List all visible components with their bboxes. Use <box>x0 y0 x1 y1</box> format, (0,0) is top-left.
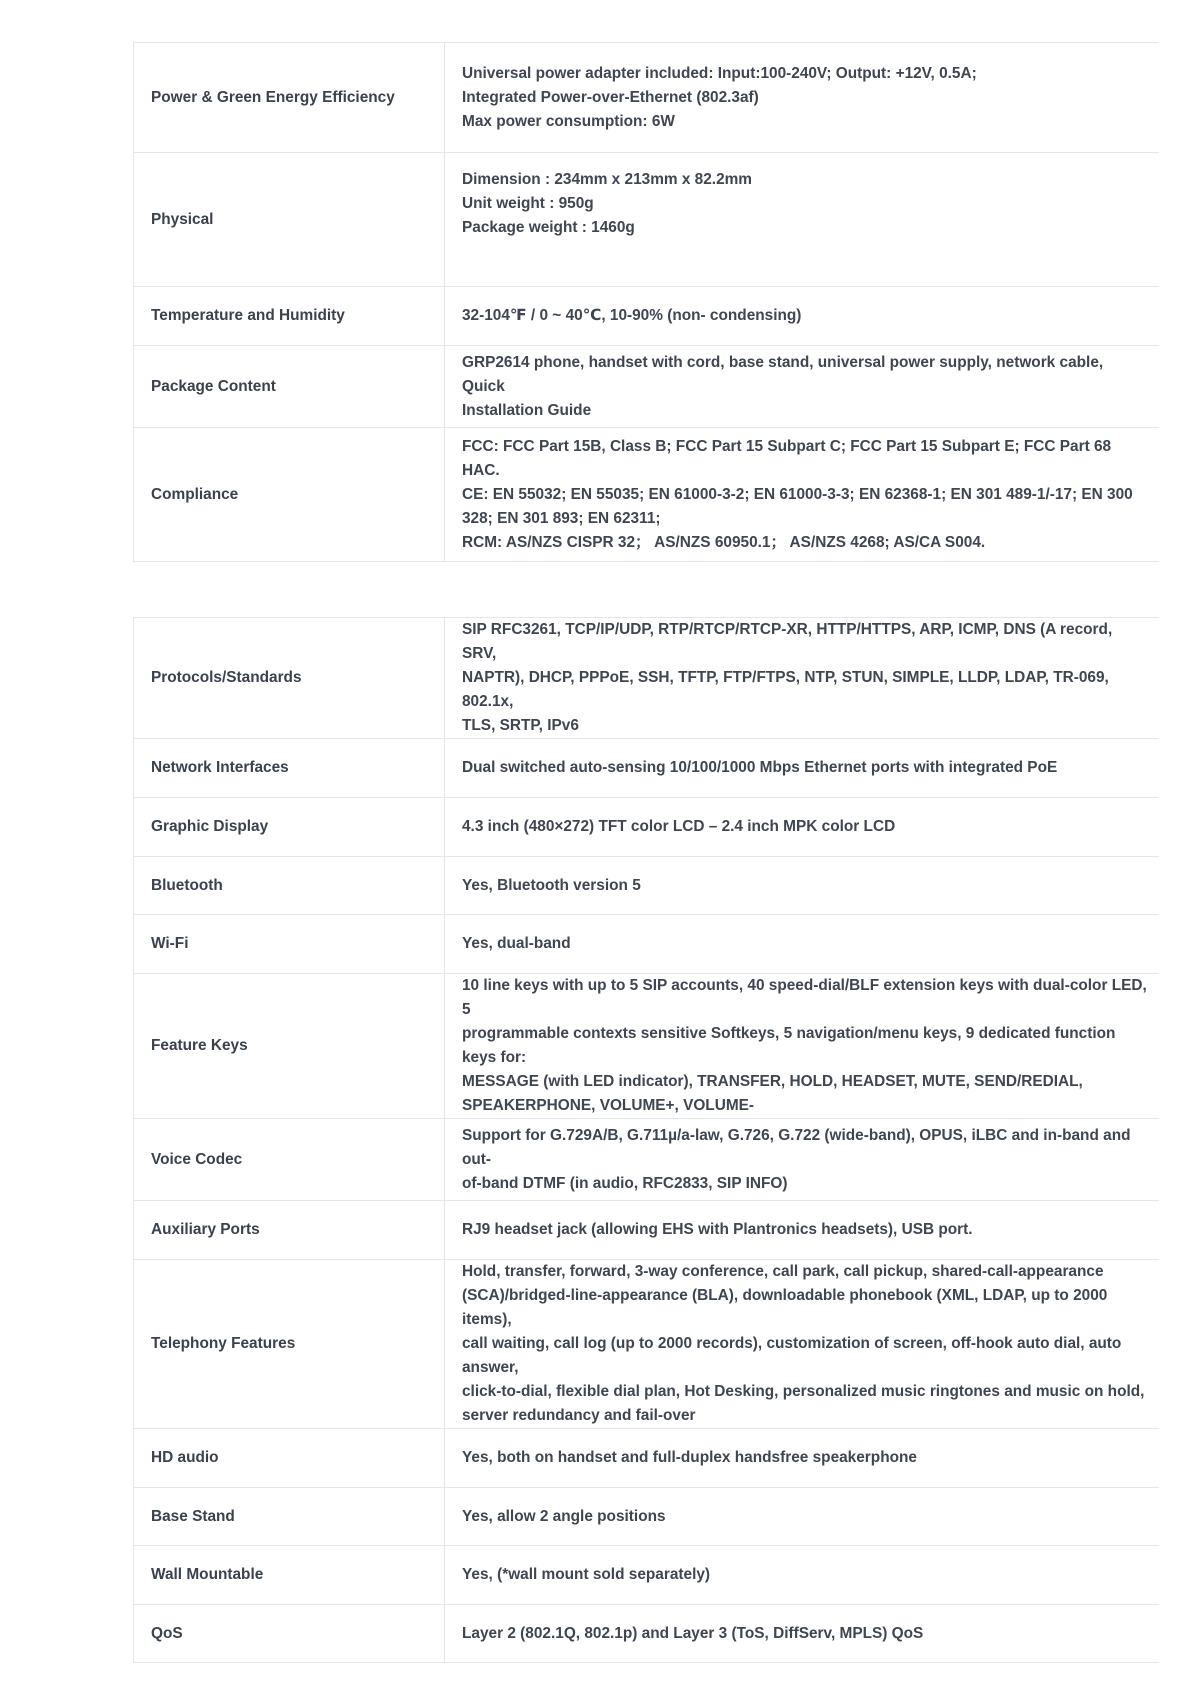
spec-value-line: SPEAKERPHONE, VOLUME+, VOLUME- <box>462 1097 755 1114</box>
spec-value-line: of-band DTMF (in audio, RFC2833, SIP INFO) <box>462 1174 788 1192</box>
spec-value-line: Hold, transfer, forward, 3-way conference, call park, call pickup, shared-call-appearance <box>462 1263 1104 1280</box>
spec-row-package-content <box>134 346 1160 428</box>
spec-value <box>445 974 1160 1119</box>
spec-value-line: RJ9 headset jack (allowing EHS with Plantronics headsets), USB port. <box>462 1221 973 1238</box>
spec-value-line: Yes, dual-band <box>462 935 571 952</box>
spec-value-line: Support for G.729A/B, G.711µ/a-law, G.726, G.722 (wide-band), OPUS, iLBC and in-band and out- <box>462 1126 1131 1168</box>
spec-row-network-interfaces <box>134 739 1160 798</box>
spec-value <box>445 1429 1160 1488</box>
spec-value-line: CE: EN 55032; EN 55035; EN 61000-3-2; EN 61000-3-3; EN 62368-1; EN 301 489-1/-17; EN 300 <box>462 485 1133 503</box>
spec-value-line: MESSAGE (with LED indicator), TRANSFER, HOLD, HEADSET, MUTE, SEND/REDIAL, <box>462 1073 1083 1090</box>
spec-label: Graphic Display <box>134 798 445 857</box>
spec-value-line: programmable contexts sensitive Softkeys, 5 navigation/menu keys, 9 dedicated function keys for: <box>462 1025 1116 1066</box>
spec-value-line: 4.3 inch (480×272) TFT color LCD – 2.4 inch MPK color LCD <box>462 818 896 835</box>
spec-row-wifi <box>134 915 1160 974</box>
spec-value-line: Unit weight : 950g <box>462 195 594 212</box>
spec-label: Base Stand <box>134 1488 445 1546</box>
spec-value-line: 10 line keys with up to 5 SIP accounts, 40 speed-dial/BLF extension keys with dual-color LED, 5 <box>462 977 1147 1018</box>
spec-value-line: FCC: FCC Part 15B, Class B; FCC Part 15 Subpart C; FCC Part 15 Subpart E; FCC Part 68 HAC. <box>462 437 1112 479</box>
spec-value <box>445 287 1160 346</box>
spec-label: Temperature and Humidity <box>134 287 445 346</box>
spec-value <box>445 618 1160 739</box>
spec-label: Feature Keys <box>134 974 445 1119</box>
spec-label: Physical <box>134 153 445 287</box>
spec-row-power <box>134 43 1160 153</box>
spec-row-bluetooth <box>134 857 1160 915</box>
spec-value <box>445 1201 1160 1260</box>
spec-row-hd-audio <box>134 1429 1160 1488</box>
spec-label: HD audio <box>134 1429 445 1488</box>
spec-value-line: Installation Guide <box>462 401 592 419</box>
spec-value-line: RCM: AS/NZS CISPR 32； AS/NZS 60950.1； AS/NZS 4268; AS/CA S004. <box>462 533 986 551</box>
spec-row-physical <box>134 153 1160 287</box>
spec-row-base-stand <box>134 1488 1160 1546</box>
spec-value-line: Yes, Bluetooth version 5 <box>462 876 641 894</box>
spec-value-line: Integrated Power-over-Ethernet (802.3af) <box>462 88 759 106</box>
spec-row-graphic-display <box>134 798 1160 857</box>
spec-label: QoS <box>134 1605 445 1663</box>
spec-value <box>445 915 1160 974</box>
spec-row-voice-codec <box>134 1119 1160 1201</box>
spec-value-line: TLS, SRTP, IPv6 <box>462 717 579 734</box>
spec-value <box>445 1119 1160 1201</box>
spec-value-line: Max power consumption: 6W <box>462 112 675 130</box>
spec-value-line: Yes, both on handset and full-duplex handsfree speakerphone <box>462 1449 917 1466</box>
spec-row-compliance <box>134 428 1160 562</box>
spec-row-telephony-features <box>134 1260 1160 1429</box>
spec-value-line: Yes, allow 2 angle positions <box>462 1507 666 1525</box>
spec-value-line: Layer 2 (802.1Q, 802.1p) and Layer 3 (ToS, DiffServ, MPLS) QoS <box>462 1624 924 1642</box>
spec-label: Compliance <box>134 428 445 562</box>
spec-row-wall-mountable <box>134 1546 1160 1605</box>
spec-table-features <box>133 617 1159 1663</box>
spec-value-line: 32-104℉ / 0 ~ 40℃, 10-90% (non- condensing) <box>462 307 802 324</box>
spec-value <box>445 43 1160 153</box>
spec-row-auxiliary-ports <box>134 1201 1160 1260</box>
spec-value-line: call waiting, call log (up to 2000 records), customization of screen, off-hook auto dial, auto answer, <box>462 1335 1122 1376</box>
spec-value-line: Yes, (*wall mount sold separately) <box>462 1566 711 1583</box>
spec-row-protocols <box>134 618 1160 739</box>
spec-value-line: Dual switched auto-sensing 10/100/1000 Mbps Ethernet ports with integrated PoE <box>462 759 1058 776</box>
spec-value <box>445 1605 1160 1663</box>
spec-value <box>445 739 1160 798</box>
spec-value-line: Package weight : 1460g <box>462 219 635 236</box>
spec-value <box>445 346 1160 428</box>
spec-value-line: SIP RFC3261, TCP/IP/UDP, RTP/RTCP/RTCP-XR, HTTP/HTTPS, ARP, ICMP, DNS (A record, SRV, <box>462 621 1113 662</box>
spec-value-line: server redundancy and fail-over <box>462 1407 696 1424</box>
spec-row-temperature <box>134 287 1160 346</box>
spec-label: Power & Green Energy Efficiency <box>134 43 445 153</box>
spec-table-hardware <box>133 42 1159 562</box>
spec-value-line: (SCA)/bridged-line-appearance (BLA), downloadable phonebook (XML, LDAP, up to 2000 items), <box>462 1287 1108 1328</box>
spec-value <box>445 1488 1160 1546</box>
spec-value <box>445 1546 1160 1605</box>
spec-value-line: Universal power adapter included: Input:100-240V; Output: +12V, 0.5A; <box>462 64 977 82</box>
spec-value-line: NAPTR), DHCP, PPPoE, SSH, TFTP, FTP/FTPS, NTP, STUN, SIMPLE, LLDP, LDAP, TR-069, 802.1x, <box>462 669 1109 710</box>
spec-label: Voice Codec <box>134 1119 445 1201</box>
spec-label: Network Interfaces <box>134 739 445 798</box>
spec-row-feature-keys <box>134 974 1160 1119</box>
spec-label: Wall Mountable <box>134 1546 445 1605</box>
spec-value-line: GRP2614 phone, handset with cord, base stand, universal power supply, network cable, Quick <box>462 353 1104 395</box>
spec-label: Telephony Features <box>134 1260 445 1429</box>
spec-value-line: 328; EN 301 893; EN 62311; <box>462 509 661 527</box>
spec-value-line: click-to-dial, flexible dial plan, Hot Desking, personalized music ringtones and music on hold, <box>462 1383 1145 1400</box>
spec-value <box>445 1260 1160 1429</box>
spec-label: Bluetooth <box>134 857 445 915</box>
spec-value <box>445 153 1160 287</box>
spec-value <box>445 428 1160 562</box>
spec-label: Protocols/Standards <box>134 618 445 739</box>
spec-value <box>445 798 1160 857</box>
spec-label: Auxiliary Ports <box>134 1201 445 1260</box>
spec-label: Wi-Fi <box>134 915 445 974</box>
spec-label: Package Content <box>134 346 445 428</box>
spec-row-qos <box>134 1605 1160 1663</box>
spec-value <box>445 857 1160 915</box>
spec-value-line: Dimension : 234mm x 213mm x 82.2mm <box>462 171 752 188</box>
